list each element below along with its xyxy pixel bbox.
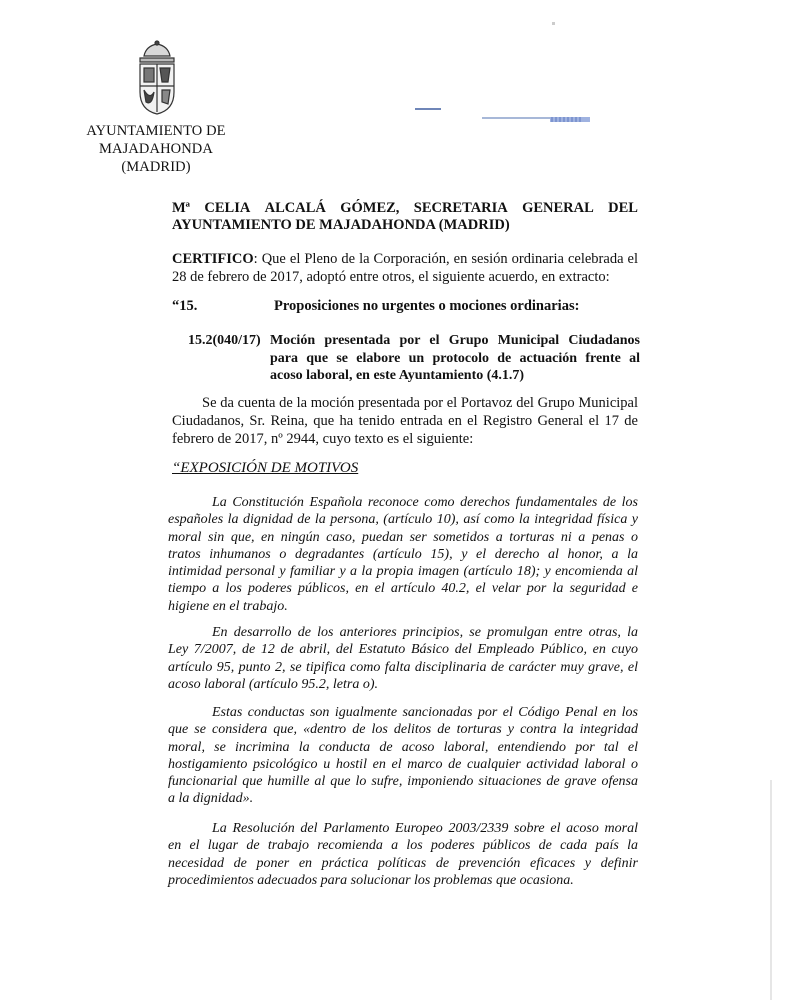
section-number: “15. <box>172 298 198 314</box>
paragraph-4 <box>168 820 638 889</box>
heading-word: CELIA <box>204 200 251 216</box>
p3-line: a la dignidad». <box>168 791 254 807</box>
heading-line-2: AYUNTAMIENTO DE MAJADAHONDA (MADRID) <box>172 217 510 233</box>
heading-word: Mª <box>172 200 191 216</box>
paragraph-3 <box>168 704 638 808</box>
motion-line-2: para que se elabore un protocolo de actuación frente al <box>270 350 640 366</box>
exposicion-title: “EXPOSICIÓN DE MOTIVOS <box>172 460 359 476</box>
p1-line: españoles la dignidad de la persona, (artículo 10), así como la integridad física y <box>168 512 638 528</box>
organization-name <box>80 122 232 176</box>
certifico-line-1: : Que el Pleno de la Corporación, en sesión ordinaria celebrada el <box>253 251 638 267</box>
p4-line: La Resolución del Parlamento Europeo 2003/2339 sobre el acoso moral <box>212 821 638 836</box>
heading-word: ALCALÁ <box>264 200 326 216</box>
p1-line: moral sin que, en ningún caso, puedan ser sometidos a torturas ni a penas o <box>168 529 638 545</box>
scan-artifact <box>552 22 555 25</box>
p1-line: tiempo a los poderes públicos, en el artículo 40.2, el velar por la seguridad e <box>168 581 638 597</box>
heading-word: GENERAL <box>522 200 594 216</box>
paragraph-1 <box>168 494 638 615</box>
scan-edge <box>770 780 772 1000</box>
heading-word: GÓMEZ, <box>340 200 400 216</box>
org-line-3: (MADRID) <box>121 159 191 175</box>
p1-line: tratos inhumanos o degradantes (artículo 15), y el derecho al honor, a la <box>168 546 638 562</box>
certifico-line-2: 28 de febrero de 2017, adoptó entre otros, el siguiente acuerdo, en extracto: <box>172 269 610 285</box>
intro-line-2: Ciudadanos, Sr. Reina, que ha tenido entrada en el Registro General el 17 de <box>172 413 638 429</box>
motion-number: 15.2(040/17) <box>188 333 261 348</box>
scan-artifact <box>482 109 590 115</box>
certificate-heading <box>172 200 638 234</box>
motion-line-1: Moción presentada por el Grupo Municipal Ciudadanos <box>270 333 640 348</box>
heading-word: SECRETARIA <box>413 200 508 216</box>
p2-line: En desarrollo de los anteriores principios, se promulgan entre otras, la <box>212 625 638 640</box>
p2-line: acoso laboral (artículo 95.2, letra o). <box>168 676 378 692</box>
org-line-1: AYUNTAMIENTO DE <box>86 123 226 139</box>
p3-line: que se considera que, «dentro de los delitos de torturas y contra la integridad <box>168 722 638 738</box>
coat-of-arms-icon <box>132 40 182 116</box>
p3-line: moral, se incrimina la conducta de acoso laboral, entendiendo por tal el <box>168 739 638 755</box>
certifico-label: CERTIFICO <box>172 251 254 267</box>
org-line-2: MAJADAHONDA <box>99 141 213 157</box>
p2-line: artículo 95, punto 2, se tipifica como falta disciplinaria de carácter muy grave, el <box>168 659 638 675</box>
paragraph-2 <box>168 624 638 693</box>
heading-word: DEL <box>608 200 638 216</box>
p4-line: procedimientos adecuados para solucionar los problemas que ocasiona. <box>168 872 574 888</box>
intro-line-1: Se da cuenta de la moción presentada por el Portavoz del Grupo Municipal <box>202 395 638 411</box>
motion-line-3: acoso laboral, en este Ayuntamiento (4.1.7) <box>270 368 525 383</box>
scan-artifact <box>415 108 441 110</box>
p4-line: necesidad de poner en práctica políticas de prevención eficaces y definir <box>168 855 638 871</box>
p4-line: en el lugar de trabajo recomienda a los poderes públicos de cada país la <box>168 838 638 854</box>
section-title: Proposiciones no urgentes o mociones ordinarias: <box>274 298 580 314</box>
intro-paragraph <box>172 394 638 448</box>
p3-line: Estas conductas son igualmente sancionadas por el Código Penal en los <box>212 705 638 720</box>
p1-line: La Constitución Española reconoce como derechos fundamentales de los <box>212 495 638 510</box>
p2-line: Ley 7/2007, de 12 de abril, del Estatuto Básico del Empleado Público, en cuyo <box>168 642 638 658</box>
p1-line: intimidad personal y familiar y a la propia imagen (artículo 18); y encomienda al <box>168 564 638 580</box>
p3-line: hostigamiento psicológico u hostil en el marco de cualquier actividad laboral o <box>168 756 638 772</box>
p1-line: higiene en el trabajo. <box>168 598 288 614</box>
intro-line-3: febrero de 2017, nº 2944, cuyo texto es el siguiente: <box>172 431 474 447</box>
certifico-paragraph <box>172 250 638 286</box>
p3-line: funcionarial que humille al que lo sufre, imponiendo situaciones de grave ofensa <box>168 774 638 790</box>
